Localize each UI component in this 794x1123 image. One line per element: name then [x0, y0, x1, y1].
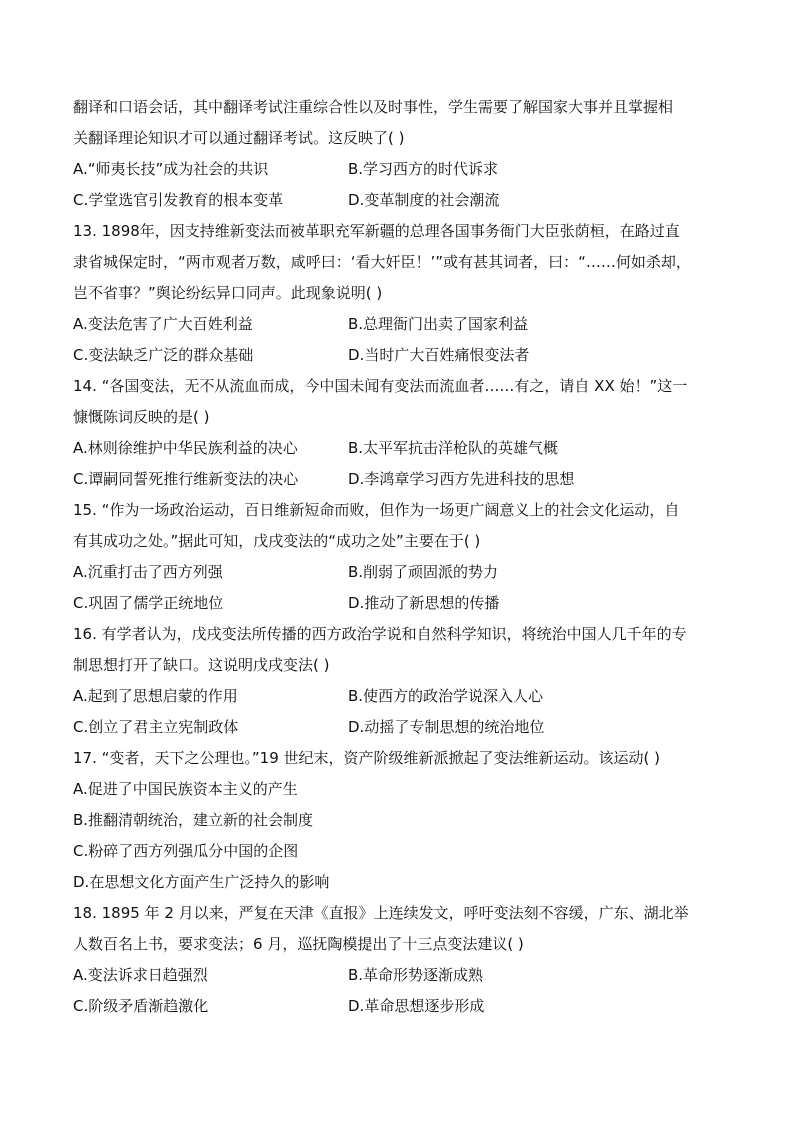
question-18-text: 18. 1895 年 2 月以来，严复在天津《直报》上连续发文，呼吁变法刻不容缓，广东、湖北举 — [73, 904, 689, 922]
question-13-text: 隶省城保定时，“两市观者万数，咸呼曰：‘看大奸臣！’”或有甚其词者，曰：“……何如杀却， — [73, 253, 691, 271]
question-text: 关翻译理论知识才可以通过翻译考试。这反映了( ) — [73, 129, 405, 147]
q15-option-d: D.推动了新思想的传播 — [348, 594, 500, 612]
question-15-text: 15. “作为一场政治运动，百日维新短命而败，但作为一场更广阔意义上的社会文化运动，自 — [73, 501, 680, 519]
q18-option-b: B.革命形势逐渐成熟 — [348, 966, 484, 984]
q17-option-a: A.促进了中国民族资本主义的产生 — [73, 780, 298, 798]
question-14-text: 慷慨陈词反映的是( ) — [73, 408, 210, 426]
q17-option-b: B.推翻清朝统治，建立新的社会制度 — [73, 811, 314, 829]
option-c: C.学堂选官引发教育的根本变革 — [73, 191, 284, 209]
q15-option-a: A.沉重打击了西方列强 — [73, 563, 223, 581]
q16-option-c: C.创立了君主立宪制政体 — [73, 718, 239, 736]
option-a: A.“师夷长技”成为社会的共识 — [73, 160, 269, 178]
option-d: D.变革制度的社会潮流 — [348, 191, 500, 209]
question-16-text: 制思想打开了缺口。这说明戊戌变法( ) — [73, 656, 330, 674]
q18-option-c: C.阶级矛盾渐趋激化 — [73, 997, 209, 1015]
q15-option-b: B.削弱了顽固派的势力 — [348, 563, 499, 581]
q18-option-d: D.革命思想逐步形成 — [348, 997, 485, 1015]
q16-option-b: B.使西方的政治学说深入人心 — [348, 687, 544, 705]
q13-option-c: C.变法缺乏广泛的群众基础 — [73, 346, 254, 364]
option-b: B.学习西方的时代诉求 — [348, 160, 499, 178]
q13-option-a: A.变法危害了广大百姓利益 — [73, 315, 253, 333]
q16-option-d: D.动摇了专制思想的统治地位 — [348, 718, 545, 736]
question-13-text: 岂不省事？”舆论纷纭异口同声。此现象说明( ) — [73, 284, 383, 302]
q17-option-d: D.在思想文化方面产生广泛持久的影响 — [73, 873, 330, 891]
q14-option-a: A.林则徐维护中华民族利益的决心 — [73, 439, 298, 457]
q14-option-d: D.李鸿章学习西方先进科技的思想 — [348, 470, 575, 488]
q14-option-b: B.太平军抗击洋枪队的英雄气概 — [348, 439, 559, 457]
question-13-text: 13. 1898年，因支持维新变法而被革职充军新疆的总理各国事务衙门大臣张荫桓，在路过直 — [73, 222, 680, 240]
question-15-text: 有其成功之处。”据此可知，戊戌变法的“成功之处”主要在于( ) — [73, 532, 481, 550]
q13-option-d: D.当时广大百姓痛恨变法者 — [348, 346, 530, 364]
question-18-text: 人数百名上书，要求变法；6 月，巡抚陶模提出了十三点变法建议( ) — [73, 935, 524, 953]
q18-option-a: A.变法诉求日趋强烈 — [73, 966, 208, 984]
question-17-text: 17. “变者，天下之公理也。”19 世纪末，资产阶级维新派掀起了变法维新运动。该运动( ) — [73, 749, 660, 767]
question-16-text: 16. 有学者认为，戊戌变法所传播的西方政治学说和自然科学知识，将统治中国人几千年的专 — [73, 625, 687, 643]
q13-option-b: B.总理衙门出卖了国家利益 — [348, 315, 529, 333]
q14-option-c: C.谭嗣同誓死推行维新变法的决心 — [73, 470, 299, 488]
q15-option-c: C.巩固了儒学正统地位 — [73, 594, 224, 612]
question-text: 翻译和口语会话，其中翻译考试注重综合性以及时事性，学生需要了解国家大事并且掌握相 — [73, 98, 674, 116]
q17-option-c: C.粉碎了西方列强瓜分中国的企图 — [73, 842, 299, 860]
question-14-text: 14. “各国变法，无不从流血而成，今中国未闻有变法而流血者……有之，请自 XX 始！”这一 — [73, 377, 688, 395]
q16-option-a: A.起到了思想启蒙的作用 — [73, 687, 238, 705]
